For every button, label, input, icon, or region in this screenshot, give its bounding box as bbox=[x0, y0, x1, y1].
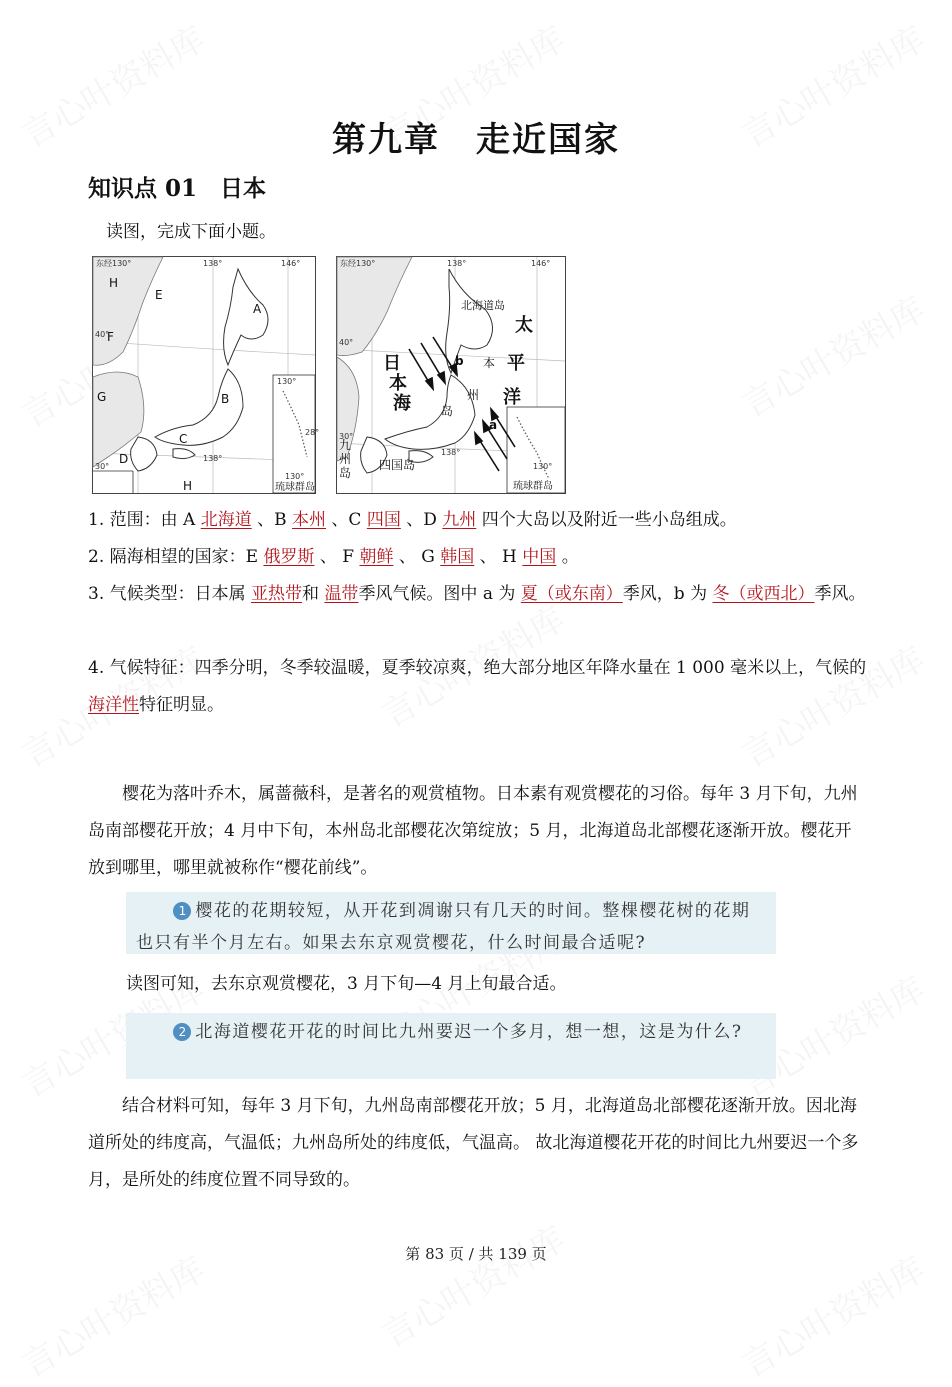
lon-label: 东经130° bbox=[96, 259, 132, 268]
q3-text: 季风。 bbox=[814, 584, 866, 604]
place-sea-of-japan: 本 bbox=[389, 373, 407, 394]
answer: 北海道 bbox=[200, 510, 252, 530]
page-footer: 第 83 页 / 共 139 页 bbox=[405, 1245, 547, 1263]
lat-label: 40° bbox=[339, 338, 354, 347]
q1-text: 、B bbox=[251, 510, 293, 530]
place-sea-of-japan: 海 bbox=[393, 393, 411, 414]
answer: 四国 bbox=[366, 510, 401, 530]
lon-label: 146° bbox=[531, 259, 551, 268]
answer-2: 结合材料可知，每年 3 月下旬，九州岛南部樱花开放；5 月，北海道岛北部樱花逐渐开放。因北海道所处的纬度高，气温低；九州岛所处的纬度低，气温高。 故北海道樱花开花的时间比九州要迟一个多月，是所处的纬度位置不同导致的。 bbox=[88, 1096, 859, 1190]
arrow-label-b: b bbox=[455, 354, 464, 368]
q1-text: 1. 范围：由 A bbox=[88, 510, 201, 530]
answer: 夏（或东南） bbox=[520, 584, 623, 604]
map-letter-e: E bbox=[155, 288, 163, 302]
question-number-badge: 1 bbox=[173, 902, 191, 920]
q4-text: 4. 气候特征：四季分明，冬季较温暖，夏季较凉爽，绝大部分地区年降水量在 1 000 毫米以上，气候的 bbox=[88, 658, 867, 678]
map-letter-d: D bbox=[119, 452, 129, 466]
q1-text: 四个大岛以及附近一些小岛组成。 bbox=[476, 510, 737, 530]
answer: 本州 bbox=[292, 510, 327, 530]
inset-title: 琉球群岛 bbox=[513, 481, 553, 492]
place-pacific: 太 bbox=[515, 315, 533, 336]
q3-text: 3. 气候类型：日本属 bbox=[88, 584, 252, 604]
intro-text: 读图，完成下面小题。 bbox=[106, 222, 276, 242]
question-number-badge: 2 bbox=[173, 1023, 191, 1041]
inset-label: 130° bbox=[277, 377, 297, 386]
answer-1: 读图可知，去东京观赏樱花，3 月下旬—4 月上旬最合适。 bbox=[126, 974, 567, 994]
japan-map-monsoon bbox=[336, 256, 566, 494]
q4-text: 特征明显。 bbox=[139, 695, 224, 715]
inset-label: 130° bbox=[533, 462, 553, 471]
q3-text: 季风气候。图中 a 为 bbox=[358, 584, 521, 604]
place-kyushu: 州 bbox=[339, 452, 352, 466]
answer: 韩国 bbox=[440, 547, 475, 567]
map-letter-c: C bbox=[179, 432, 188, 446]
inset-title: 琉球群岛 bbox=[275, 482, 315, 493]
place-honshu: 州 bbox=[467, 388, 480, 402]
knowledge-point-heading: 知识点 01 日本 bbox=[88, 175, 267, 202]
arrow-label-a: a bbox=[489, 418, 498, 432]
place-kyushu: 九 bbox=[339, 438, 352, 452]
lon-label: 146° bbox=[281, 259, 301, 268]
japan-map-letters bbox=[92, 256, 320, 494]
answer: 温带 bbox=[324, 584, 359, 604]
watermark bbox=[371, 1212, 572, 1356]
question-1 bbox=[88, 502, 868, 539]
lat-label: 40° bbox=[95, 330, 110, 339]
inset-label: 130° bbox=[285, 472, 305, 481]
q1-text: 、C bbox=[326, 510, 367, 530]
place-sea-of-japan: 日 bbox=[383, 353, 401, 374]
lon-label: 138° bbox=[203, 259, 223, 268]
inset-label: 138° bbox=[203, 454, 223, 463]
map-letter-h: H bbox=[109, 276, 119, 290]
question-box-text: 北海道樱花开花的时间比九州要迟一个多月，想一想，这是为什么? bbox=[195, 1022, 743, 1042]
place-pacific: 平 bbox=[507, 353, 525, 374]
map-letter-b: B bbox=[221, 392, 230, 406]
q2-text: 。 bbox=[556, 547, 579, 567]
inset-label: 138° bbox=[441, 448, 461, 457]
place-shikoku: 四国岛 bbox=[379, 458, 416, 472]
question-3 bbox=[88, 576, 868, 613]
map-letter-a: A bbox=[253, 302, 262, 316]
question-2 bbox=[88, 539, 868, 576]
lon-label: 东经130° bbox=[340, 259, 376, 268]
q2-text: 、 G bbox=[393, 547, 441, 567]
map-letter-f: F bbox=[107, 330, 114, 344]
place-honshu: 岛 bbox=[441, 404, 454, 418]
q2-text: 、 H bbox=[474, 547, 523, 567]
answer: 冬（或西北） bbox=[712, 584, 815, 604]
answer: 中国 bbox=[522, 547, 557, 567]
material-text: 樱花为落叶乔木，属蔷薇科，是著名的观赏植物。日本素有观赏樱花的习俗。每年 3 月下旬，九州岛南部樱花开放；4 月中下旬，本州岛北部樱花次第绽放；5 月，北海道岛北部樱花逐渐开放。樱花开放到哪里，哪里就被称作“樱花前线”。 bbox=[88, 784, 858, 878]
lat-label: 30° bbox=[339, 432, 354, 441]
watermark bbox=[731, 282, 932, 426]
q2-text: 2. 隔海相望的国家：E bbox=[88, 547, 264, 567]
answer: 朝鲜 bbox=[359, 547, 394, 567]
q1-text: 、D bbox=[400, 510, 443, 530]
lat-label: 30° bbox=[95, 462, 110, 471]
answer: 九州 bbox=[442, 510, 477, 530]
answer: 俄罗斯 bbox=[263, 547, 315, 567]
q3-text: 季风，b 为 bbox=[622, 584, 713, 604]
lon-label: 138° bbox=[447, 259, 467, 268]
q3-text: 和 bbox=[302, 584, 325, 604]
answer: 亚热带 bbox=[251, 584, 303, 604]
question-box-2 bbox=[126, 1013, 776, 1079]
map-letter-g: G bbox=[97, 390, 107, 404]
chapter-title: 第九章 走近国家 bbox=[332, 120, 620, 160]
map-letter-h: H bbox=[183, 479, 193, 493]
question-box-1 bbox=[126, 892, 776, 954]
question-4 bbox=[88, 650, 868, 724]
place-kyushu: 岛 bbox=[339, 466, 352, 480]
inset-label: 28° bbox=[305, 428, 320, 437]
question-box-text: 樱花的花期较短，从开花到凋谢只有几天的时间。整棵樱花树的花期也只有半个月左右。如果去东京观赏樱花，什么时间最合适呢? bbox=[136, 901, 751, 953]
place-pacific: 洋 bbox=[503, 387, 521, 408]
place-honshu: 本 bbox=[483, 356, 496, 370]
place-hokkaido: 北海道岛 bbox=[461, 299, 505, 312]
answer: 海洋性 bbox=[88, 695, 139, 715]
q2-text: 、 F bbox=[314, 547, 360, 567]
